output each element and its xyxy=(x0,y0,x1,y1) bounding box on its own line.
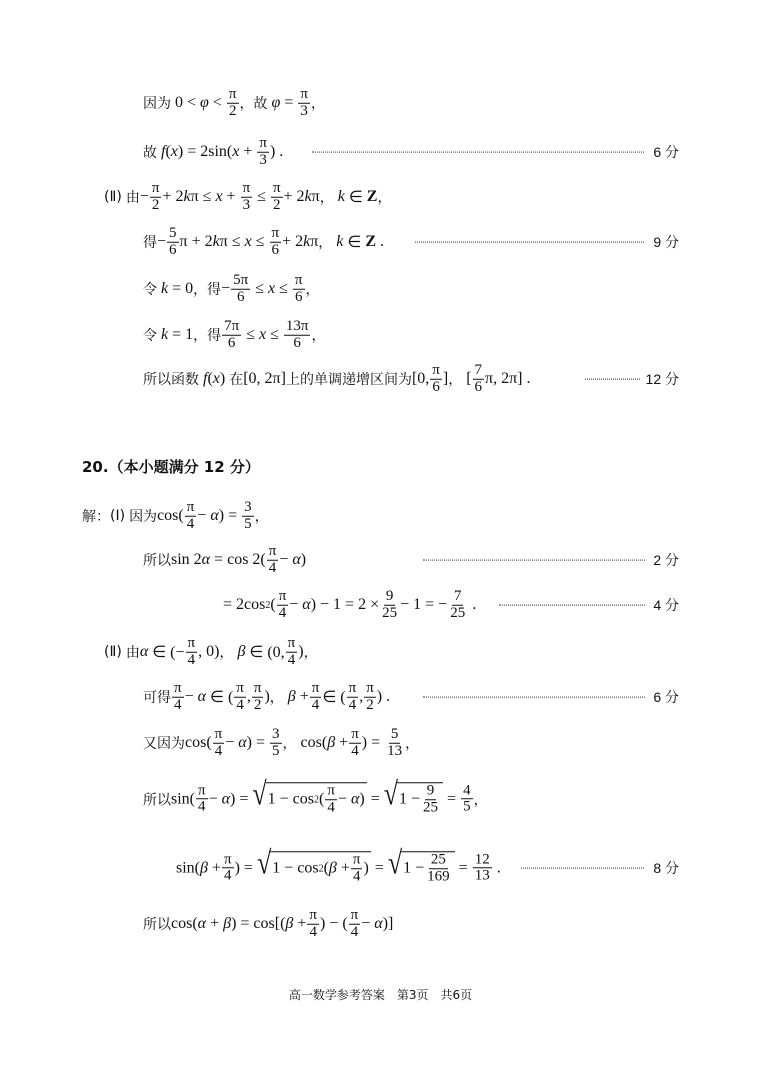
text: 可得 xyxy=(143,690,171,706)
text: 由 xyxy=(125,645,140,661)
solution-line: sin( β + $\frac{\pi}{4}$ ) = √ 1 − cos 2 ( β + $\frac{\pi}{4}$ ) = √ 1 − $\frac{25}{169}$ = $\frac{12}{13}$ . 8 分 xyxy=(176,844,679,884)
score-label: 4 分 xyxy=(653,597,679,613)
solution-line: 解： (Ⅰ) 因为 cos( $\frac{\pi}{4}$ − α ) = $\frac{3}{5}$ ， xyxy=(82,498,269,532)
score-label: 6 分 xyxy=(653,144,679,160)
page-footer: 高一数学参考答案 第3页 共6页 xyxy=(288,988,473,1002)
part-label: (Ⅱ) xyxy=(104,644,122,660)
text: ，故 xyxy=(239,96,268,112)
text: 令 xyxy=(143,328,157,344)
dot-leader xyxy=(585,379,640,380)
text: 所以 xyxy=(143,553,171,569)
solution-line: 故 f ( x ) = 2sin( x + $\frac{\pi}{3}$ ) . 6 分 xyxy=(143,134,679,168)
text: ，得 xyxy=(193,282,222,298)
score-label: 6 分 xyxy=(653,689,679,705)
solution-line: 所以 sin 2 α = cos 2( $\frac{\pi}{4}$ − α ) 2 分 xyxy=(143,542,679,576)
score-label: 9 分 xyxy=(653,234,679,250)
text: 因为 xyxy=(129,509,158,525)
text: ， xyxy=(310,96,325,112)
score-label: 2 分 xyxy=(653,552,679,568)
solution-line: 可得 $\frac{\pi}{4}$ − α ∈ ( $\frac{\pi}{4}$ , $\frac{\pi}{2}$ ) ， β + $\frac{\pi}{4}$ ∈ ( $\frac{\pi}{4}$ , $\frac{\pi}{2}$ ) . 6 分 xyxy=(143,679,679,713)
text: 令 xyxy=(143,282,157,298)
dot-leader xyxy=(423,697,645,698)
text: 因为 xyxy=(143,96,171,112)
text: ，得 xyxy=(193,328,222,344)
solution-line: 所以 cos( α + β ) = cos[( β + $\frac{\pi}{4}$ ) − ( $\frac{\pi}{4}$ − α )] xyxy=(143,906,394,940)
solution-line: 因为 0 < φ < $\frac{\pi}{2}$ ，故 φ = $\frac{\pi}{3}$ ， xyxy=(143,85,325,119)
solution-line: 所以 sin( $\frac{\pi}{4}$ − α ) = √ 1 − cos 2 ( $\frac{\pi}{4}$ − α ) = √ 1 − $\frac{9}{25}$ = $\frac{4}{5}$ ， xyxy=(143,775,488,815)
score-label: 8 分 xyxy=(653,860,679,876)
dot-leader xyxy=(415,242,644,243)
dot-leader xyxy=(499,605,645,606)
text: 故 xyxy=(143,145,157,161)
score-label: 12 分 xyxy=(645,371,679,387)
text: 所以 xyxy=(143,792,171,808)
question-heading: 20.（本小题满分 12 分） xyxy=(82,458,260,476)
solution-line: 令 k = 0 ，得 − $\frac{5\pi}{6}$ ≤ x ≤ $\frac{\pi}{6}$ ， xyxy=(143,271,320,305)
dot-leader xyxy=(521,868,644,869)
text: 在 xyxy=(229,372,244,388)
part-label: (Ⅰ) xyxy=(110,508,126,524)
solution-line: (Ⅱ) 由 α ∈ (− $\frac{\pi}{4}$ , 0) ， β ∈ (0, $\frac{\pi}{4}$ ) ， xyxy=(104,634,318,668)
text: 解： xyxy=(82,509,110,525)
dot-leader xyxy=(312,152,644,153)
solution-line: 令 k = 1 ，得 $\frac{7\pi}{6}$ ≤ x ≤ $\frac{13\pi}{6}$ ， xyxy=(143,317,326,351)
solution-line: (Ⅱ) 由 − $\frac{\pi}{2}$ + 2 k π ≤ x + $\frac{\pi}{3}$ ≤ $\frac{\pi}{2}$ + 2 k π ， k ∈ Z ， xyxy=(104,179,392,213)
part-label: (Ⅱ) xyxy=(104,189,122,205)
text: 上的单调递增区间为 xyxy=(285,372,412,388)
text: 又因为 xyxy=(143,736,185,752)
solution-line: 得 − $\frac{5}{6}$ π + 2 k π ≤ x ≤ $\frac{\pi}{6}$ + 2 k π ， k ∈ Z . 9 分 xyxy=(143,224,679,258)
text: 所以 xyxy=(143,917,171,933)
solution-line: = 2cos 2 ( $\frac{\pi}{4}$ − α ) − 1 = 2 × $\frac{9}{25}$ − 1 = − $\frac{7}{25}$ . 4 分 xyxy=(223,587,679,621)
text: 由 xyxy=(125,190,140,206)
text: 所以函数 xyxy=(143,372,199,388)
solution-line: 所以函数 f ( x ) 在 [0, 2π] 上的单调递增区间为 [0, $\frac{\pi}{6}$ ] ， [ $\frac{7}{6}$ π, 2π] . 12 分 xyxy=(143,361,679,395)
dot-leader xyxy=(423,560,645,561)
text: 得 xyxy=(143,235,157,251)
solution-line: 又因为 cos( $\frac{\pi}{4}$ − α ) = $\frac{3}{5}$ ， cos( β + $\frac{\pi}{4}$ ) = $\frac{5}{13}$ ， xyxy=(143,725,420,759)
